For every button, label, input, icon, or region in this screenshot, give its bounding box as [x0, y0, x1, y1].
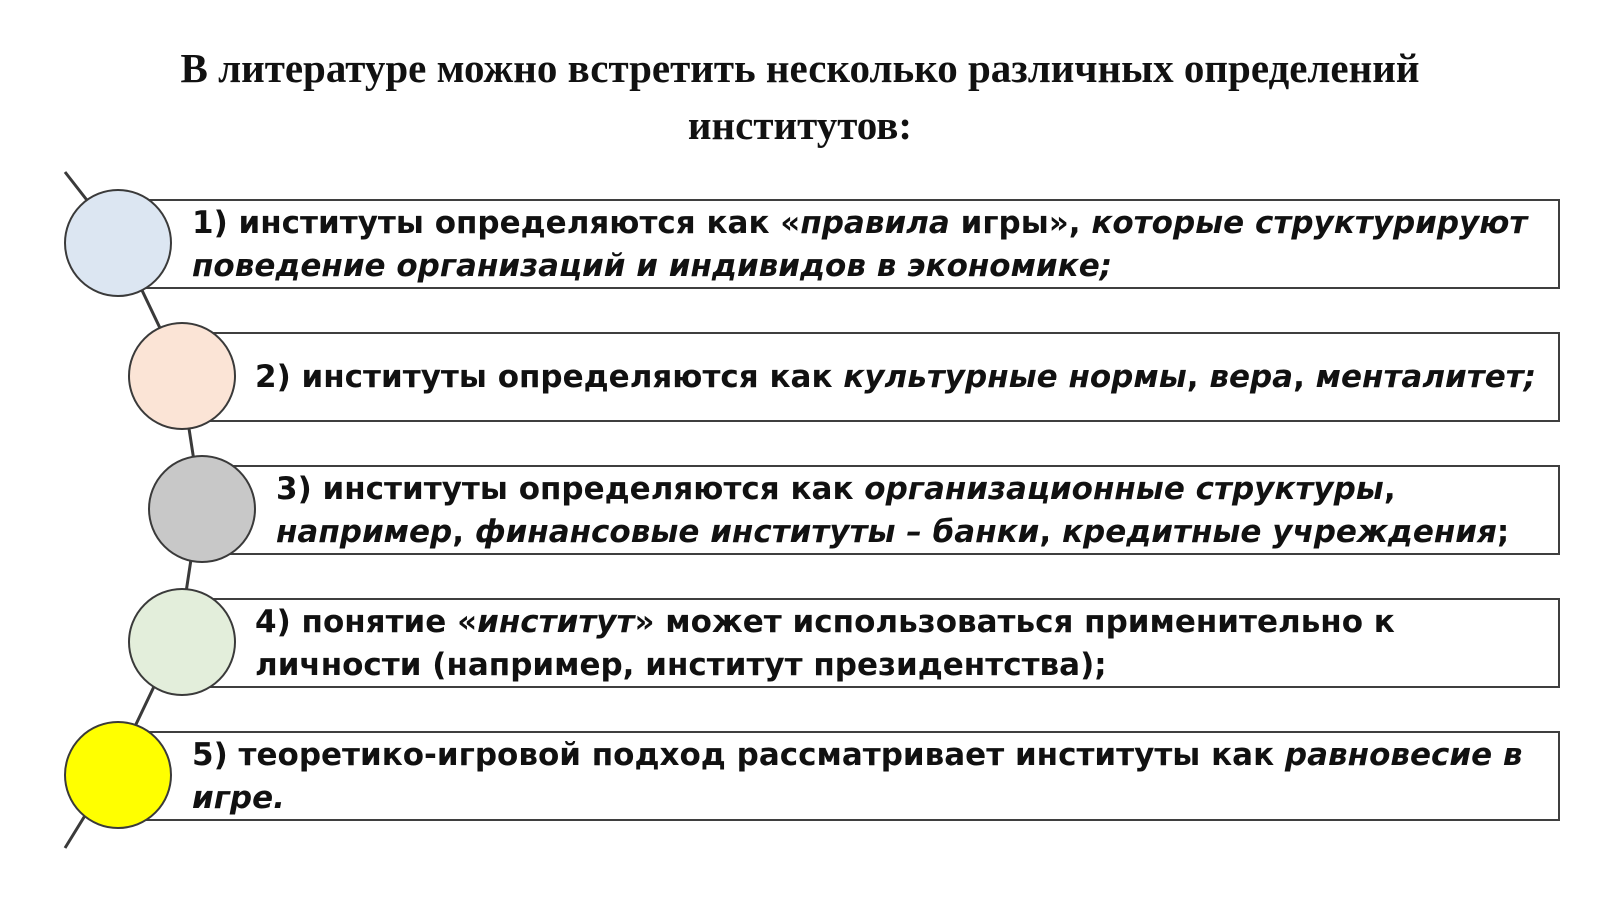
- text-segment: ,: [1186, 359, 1210, 395]
- text-segment: равновесие в: [1284, 737, 1523, 773]
- text-segment: организационные структуры: [864, 471, 1384, 507]
- title-line-1: В литературе можно встретить несколько различных определений: [180, 45, 1420, 91]
- text-segment: менталитет;: [1315, 359, 1537, 395]
- marker-circle-1: [64, 189, 172, 297]
- text-segment: ,: [452, 514, 475, 550]
- definition-text-2: [255, 356, 1536, 399]
- definition-text-3: [276, 468, 1509, 554]
- text-segment: ,: [1383, 471, 1396, 507]
- text-segment: ;: [1496, 514, 1510, 550]
- marker-circle-5: [64, 721, 172, 829]
- definition-line: [255, 356, 1536, 399]
- text-segment: институт: [477, 604, 635, 640]
- text-segment: например: [276, 514, 453, 550]
- text-segment: 5) теоретико-игровой подход рассматривает институты как: [192, 737, 1285, 773]
- text-segment: игры»,: [949, 205, 1092, 241]
- text-segment: вера: [1209, 359, 1294, 395]
- text-segment: правила: [800, 205, 950, 241]
- text-segment: 2) институты определяются как: [255, 359, 844, 395]
- definition-line: [255, 644, 1395, 687]
- text-segment: поведение организаций и индивидов в экономике;: [192, 248, 1113, 284]
- text-segment: ,: [1293, 359, 1316, 395]
- marker-circle-4: [128, 588, 236, 696]
- text-segment: которые структурируют: [1091, 205, 1528, 241]
- definition-line: [276, 511, 1509, 554]
- text-segment: финансовые институты – банки: [474, 514, 1040, 550]
- marker-circle-2: [128, 322, 236, 430]
- text-segment: культурные нормы: [843, 359, 1187, 395]
- definition-text-4: [255, 601, 1395, 687]
- definition-line: [276, 468, 1509, 511]
- text-segment: 4) понятие «: [255, 604, 478, 640]
- text-segment: » может использоваться применительно к: [634, 604, 1395, 640]
- definition-line: [255, 601, 1395, 644]
- text-segment: кредитные учреждения: [1061, 514, 1497, 550]
- text-segment: личности (например, институт президентства);: [255, 647, 1107, 683]
- definition-line: [192, 202, 1527, 245]
- text-segment: ,: [1039, 514, 1062, 550]
- definition-text-1: [192, 202, 1527, 288]
- title-line-2: институтов:: [687, 102, 913, 148]
- text-segment: 1) институты определяются как «: [192, 205, 801, 241]
- definition-line: [192, 777, 1523, 820]
- marker-circle-3: [148, 455, 256, 563]
- text-segment: 3) институты определяются как: [276, 471, 865, 507]
- text-segment: игре.: [192, 780, 285, 816]
- definition-line: [192, 245, 1527, 288]
- definition-line: [192, 734, 1523, 777]
- definition-text-5: [192, 734, 1523, 820]
